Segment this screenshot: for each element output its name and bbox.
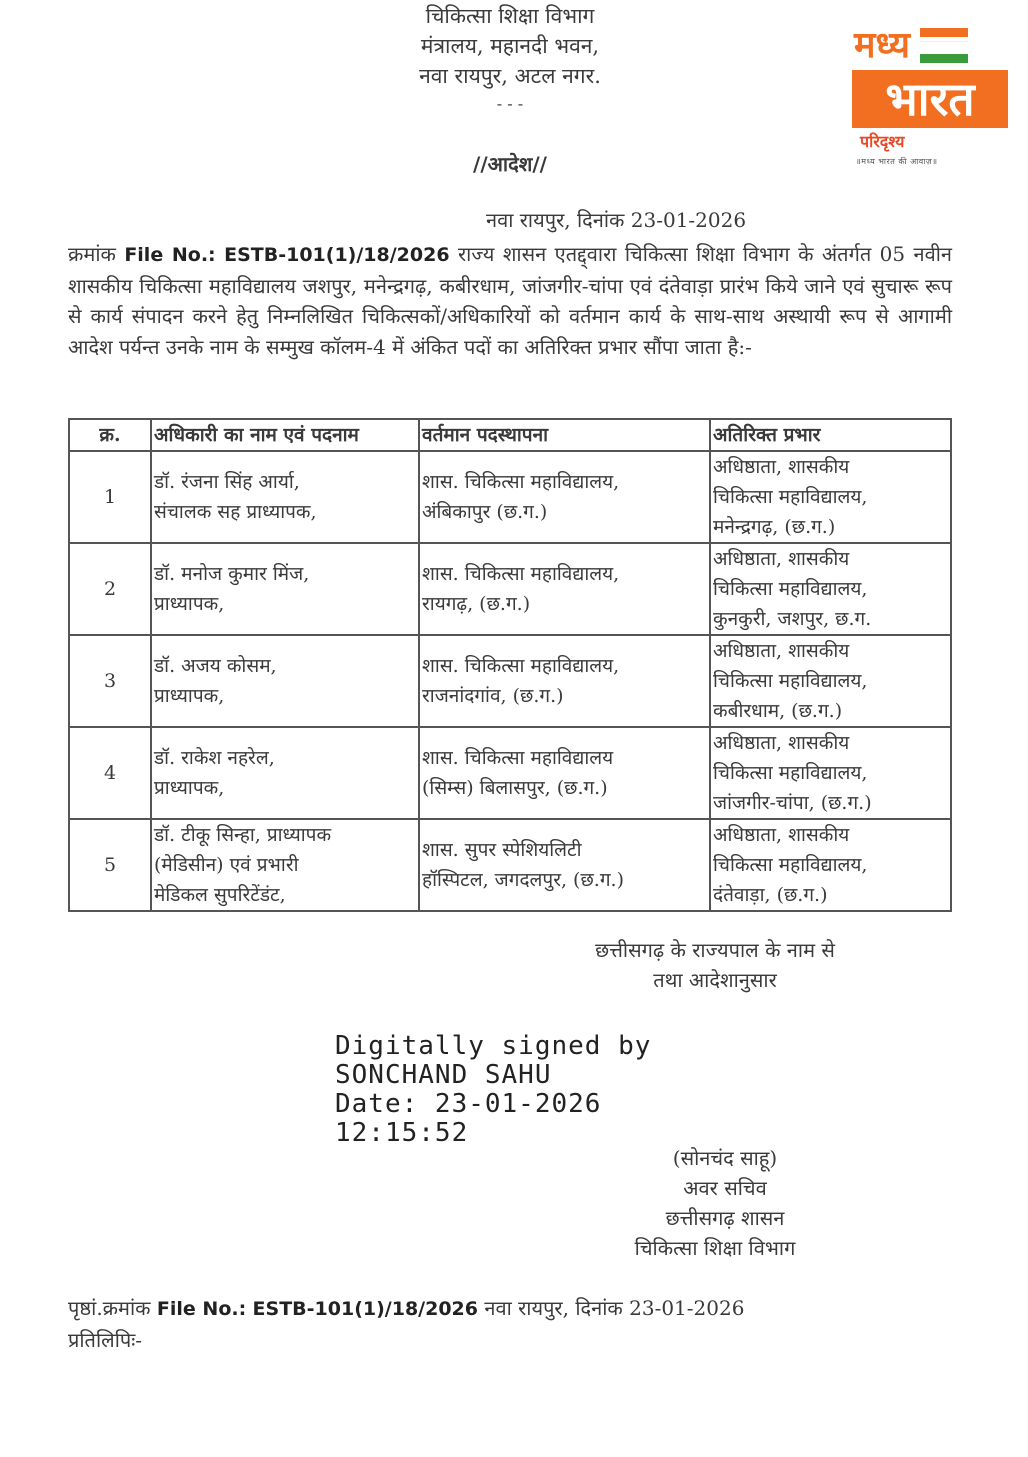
signatory-designation: अवर सचिव: [683, 1176, 767, 1200]
charge-line: कबीरधाम, (छ.ग.): [713, 700, 843, 722]
charge-cell: [710, 727, 951, 819]
name-line: डॉ. राकेश नहरेल,: [154, 747, 275, 769]
charge-line: अधिष्ठाता, शासकीय: [713, 548, 850, 570]
logo-tagline: ॥मध्य भारत की आवाज़॥: [856, 157, 938, 166]
logo-word-madhya: मध्य: [854, 25, 910, 66]
charge-line: अधिष्ठाता, शासकीय: [713, 456, 850, 478]
posting-line: (सिम्स) बिलासपुर, (छ.ग.): [422, 777, 608, 799]
row-serial: 5: [69, 819, 151, 911]
table-row: [69, 451, 951, 543]
digital-signature: [335, 1032, 651, 1148]
name-line: डॉ. टीकू सिन्हा, प्राध्यापक: [154, 824, 332, 846]
digital-signature-date: Date: 23-01-2026: [335, 1089, 602, 1119]
digital-signature-time: 12:15:52: [335, 1118, 469, 1148]
order-date: नवा रायपुर, दिनांक 23-01-2026: [486, 208, 747, 232]
name-line: डॉ. मनोज कुमार मिंज,: [154, 563, 310, 585]
digital-signature-line: Digitally signed by: [335, 1031, 652, 1061]
charge-line: चिकित्सा महाविद्यालय,: [713, 486, 868, 508]
posting-cell: [419, 451, 710, 543]
charge-cell: [710, 451, 951, 543]
officer-name-cell: [151, 451, 419, 543]
name-line: संचालक सह प्राध्यापक,: [154, 501, 317, 523]
signatory-name: (सोनचंद साहू): [672, 1146, 778, 1170]
charge-line: अधिष्ठाता, शासकीय: [713, 640, 850, 662]
separator: - - -: [496, 94, 524, 113]
table-row: [69, 819, 951, 911]
footer-file-label: File No.:: [156, 1298, 247, 1320]
name-line: मेडिकल सुपरिटेंडंट,: [154, 884, 286, 906]
digital-signature-name: SONCHAND SAHU: [335, 1060, 552, 1090]
officer-name-cell: [151, 727, 419, 819]
posting-line: शास. चिकित्सा महाविद्यालय: [422, 747, 614, 769]
posting-line: अंबिकापुर (छ.ग.): [422, 501, 548, 523]
posting-line: शास. सुपर स्पेशियलिटी: [422, 839, 582, 861]
charge-cell: [710, 543, 951, 635]
posting-cell: [419, 635, 710, 727]
authority-line-1: छत्तीसगढ़ के राज्यपाल के नाम से: [595, 938, 835, 962]
posting-cell: [419, 543, 710, 635]
posting-line: राजनांदगांव, (छ.ग.): [422, 685, 564, 707]
charge-line: चिकित्सा महाविद्यालय,: [713, 854, 868, 876]
name-line: डॉ. रंजना सिंह आर्या,: [154, 471, 300, 493]
signatory-department: चिकित्सा शिक्षा विभाग: [634, 1236, 796, 1260]
row-serial: 1: [69, 451, 151, 543]
department-heading: चिकित्सा शिक्षा विभाग: [425, 4, 595, 28]
file-label: File No.:: [124, 244, 216, 266]
table-row: [69, 635, 951, 727]
authority-line-2: तथा आदेशानुसार: [653, 968, 777, 992]
charge-line: चिकित्सा महाविद्यालय,: [713, 578, 868, 600]
officer-name-cell: [151, 543, 419, 635]
charge-line: चिकित्सा महाविद्यालय,: [713, 670, 868, 692]
footer-reference: [68, 1294, 744, 1321]
charge-line: कुनकुरी, जशपुर, छ.ग.: [713, 608, 872, 630]
charge-line: दंतेवाड़ा, (छ.ग.): [713, 884, 828, 906]
copy-label: प्रतिलिपिः-: [68, 1328, 143, 1352]
header-serial: क्र.: [69, 419, 151, 451]
charge-table: [68, 418, 952, 912]
header-additional-charge: अतिरिक्त प्रभार: [710, 419, 951, 451]
footer-date: नवा रायपुर, दिनांक 23-01-2026: [484, 1296, 745, 1320]
charge-cell: [710, 635, 951, 727]
table-row: [69, 727, 951, 819]
table-row: [69, 543, 951, 635]
row-serial: 4: [69, 727, 151, 819]
name-line: प्राध्यापक,: [154, 777, 225, 799]
name-line: प्राध्यापक,: [154, 593, 225, 615]
charge-line: अधिष्ठाता, शासकीय: [713, 824, 850, 846]
row-serial: 3: [69, 635, 151, 727]
logo-word-paridrishya: परिदृश्य: [860, 132, 905, 151]
charge-line: चिकित्सा महाविद्यालय,: [713, 762, 868, 784]
charge-line: जांजगीर-चांपा, (छ.ग.): [713, 792, 872, 814]
file-number: ESTB-101(1)/18/2026: [224, 244, 450, 266]
name-line: (मेडिसीन) एवं प्रभारी: [154, 854, 299, 876]
footer-prefix: पृष्ठां.क्रमांक: [68, 1296, 151, 1320]
name-line: प्राध्यापक,: [154, 685, 225, 707]
officer-name-cell: [151, 635, 419, 727]
header-current-posting: वर्तमान पदस्थापना: [419, 419, 710, 451]
posting-line: शास. चिकित्सा महाविद्यालय,: [422, 655, 620, 677]
ministry-address: मंत्रालय, महानदी भवन,: [420, 34, 600, 58]
table-header-row: [69, 419, 951, 451]
order-title: //आदेश//: [473, 152, 547, 176]
posting-line: शास. चिकित्सा महाविद्यालय,: [422, 563, 620, 585]
charge-line: मनेन्द्रगढ़, (छ.ग.): [713, 516, 836, 538]
charge-cell: [710, 819, 951, 911]
posting-line: रायगढ़, (छ.ग.): [422, 593, 531, 615]
posting-cell: [419, 727, 710, 819]
flag-icon: [920, 28, 968, 64]
footer-file-number: ESTB-101(1)/18/2026: [252, 1298, 478, 1320]
posting-line: शास. चिकित्सा महाविद्यालय,: [422, 471, 620, 493]
name-line: डॉ. अजय कोसम,: [154, 655, 277, 677]
charge-line: अधिष्ठाता, शासकीय: [713, 732, 850, 754]
order-body: [68, 239, 952, 362]
signatory-govt: छत्तीसगढ़ शासन: [665, 1206, 785, 1230]
header-officer-name: अधिकारी का नाम एवं पदनाम: [151, 419, 419, 451]
logo-bharat-box: [852, 70, 1008, 128]
posting-cell: [419, 819, 710, 911]
officer-name-cell: [151, 819, 419, 911]
location-address: नवा रायपुर, अटल नगर.: [419, 64, 601, 88]
logo-top-row: [854, 24, 968, 68]
row-serial: 2: [69, 543, 151, 635]
logo-word-bharat: भारत: [885, 72, 975, 126]
order-text: राज्य शासन एतद्द्वारा चिकित्सा शिक्षा विभाग के अंतर्गत 05 नवीन शासकीय चिकित्सा महाविद्यालय जशपुर, मनेन्द्रगढ़, कबीरधाम, जांजगीर-चांपा एवं दंतेवाड़ा प्रारंभ किये जाने एवं सुचारू रूप से कार्य संपादन करने हेतु निम्नलिखित चिकित्सकों/अधिकारियों को वर्तमान कार्य के साथ-साथ अस्थायी रूप से आगामी आदेश पर्यन्त उनके नाम के सम्मुख कॉलम-4 में अंकित पदों का अतिरिक्त प्रभार सौंपा जाता है:-: [68, 242, 953, 359]
posting-line: हॉस्पिटल, जगदलपुर, (छ.ग.): [422, 869, 624, 891]
brand-logo: [852, 24, 1012, 174]
kramank-label: क्रमांक: [68, 242, 116, 266]
